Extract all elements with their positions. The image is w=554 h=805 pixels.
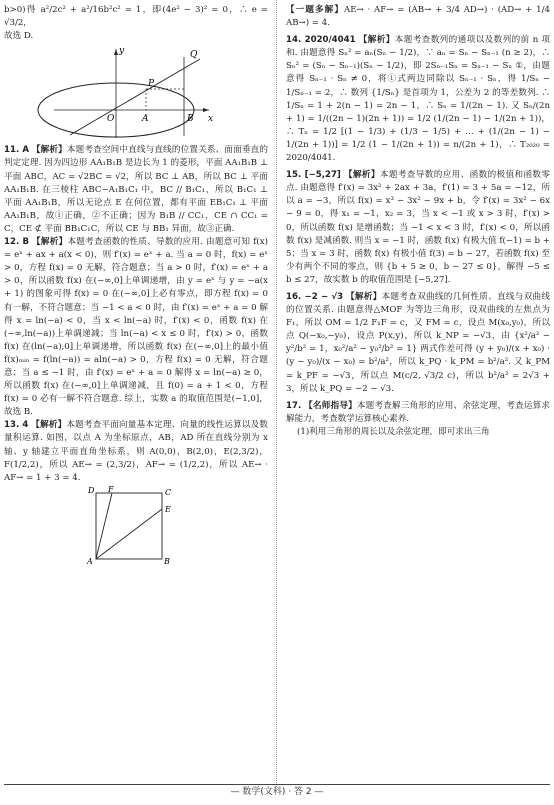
footer-rule	[4, 784, 550, 785]
label-e: E	[165, 504, 171, 514]
q13-text: 本题考查平面向量基本定理、向量的线性运算以及数量积运算. 如图，以点 A 为坐标原点，AB，AD 所在直线分别为 x 轴、y 轴建立平面直角坐标系，则 A(0,0)，B(2,0)，E(2,3/2)，F(1/2,2)，所以 AE→ = (2,3/2)，AF→ = (1/2,2)，所以 AE→ · AF→ = 1 + 3 = 4.	[4, 420, 268, 483]
q17-text: 本题考查解三角形的应用、余弦定理，考查运算求解能力，考查数学运算核心素养.	[286, 400, 550, 424]
label-q: Q	[190, 50, 198, 61]
q16-text: 本题考查双曲线的几何性质、直线与双曲线的位置关系. 由题意得△MOF 为等边三角形，设双曲线的左焦点为 F₁，所以 OM = 1/2 F₁F = c，又 FM = c，设点 M(x₀,y₀)，所以点 Q(−x₀,−y₀)，设点 P(x,y)，所以 k_NP = −√3，由 {x²/a² − y²/b² = 1，x₀²/a² − y₀²/b² = 1} 两式作差可得 (y + y₀)/(x + x₀) · (y − y₀)/(x − x₀) = b²/a²，所以 k_PQ · k_PM = b²/a². 又 k_PM = k_PF = −√3，所以点 M(c/2, √3/2 c)，所以 b²/a² = 2√3 + 3，所以 k_PQ = −2 − √3.	[286, 291, 550, 394]
q12-tag: 【解析】	[32, 237, 68, 248]
alt-tag: 【一题多解】	[286, 5, 344, 15]
alt-text: AE→ · AF→ = (AB→ + 3/4 AD→) · (AD→ + 1/4 AB→) = 4.	[286, 5, 550, 29]
q15-tag: 【解析】	[343, 170, 380, 181]
q13-alt-solution	[286, 4, 550, 30]
footer-text: — 数学(文科) · 答 2 —	[230, 787, 324, 797]
q15-number: 15. [−5,27]	[286, 170, 341, 181]
label-a2: A	[87, 556, 93, 565]
q14-tag: 【解析】	[358, 35, 395, 46]
column-divider	[276, 0, 277, 785]
label-c: C	[165, 487, 172, 497]
q11-solution	[4, 144, 268, 236]
label-d: D	[88, 485, 95, 495]
left-column	[4, 4, 268, 570]
q13-tag: 【解析】	[31, 420, 67, 431]
square-abcd	[96, 493, 162, 559]
q12-number: 12. B	[4, 237, 30, 248]
q10-tail-line2: 故选 D.	[4, 31, 34, 42]
q12-solution	[4, 236, 268, 419]
label-y: y	[119, 46, 125, 57]
y-axis-arrow	[114, 49, 118, 55]
q11-text: 本题考查空间中直线与直线的位置关系、面面垂直的判定定理. 因为四边形 AA₁B₁B 是边长为 1 的菱形，平面 AA₁B₁B ⊥ 平面 ABC，AC = √2BC = √2，所以 BC ⊥ AB，所以 BC ⊥ 平面 AA₁B₁B. 在三棱柱 ABC−A₁B₁C₁ 中，BC // B₁C₁，所以 B₁C₁ ⊥ 平面 AA₁B₁B，所以无论点 E 在何位置，都有平面 EB₁C₁ ⊥ 平面 AA₁B₁B，故①正确，②不正确；因为 B₁B // CC₁，CE ∩ CC₁ = C，CE ⊄ 平面 BB₁C₁C，所以 CE 与 BB₁ 异面，故③正确.	[4, 145, 268, 234]
label-x: x	[208, 114, 214, 125]
x-axis-arrow	[203, 108, 209, 112]
label-a: A	[142, 114, 149, 125]
q11-tag: 【解析】	[31, 145, 67, 156]
label-p: P	[148, 79, 155, 90]
q14-text: 本题考查数列的通项以及数列的前 n 项和. 由题意得 Sₙ² = aₙ(Sₙ − 1/2)，∵ aₙ = Sₙ − Sₙ₋₁ (n ≥ 2)，∴ Sₙ² = (Sₙ − Sₙ₋₁)(Sₙ − 1/2)，即 2Sₙ₋₁Sₙ = Sₙ₋₁ − Sₙ ①，由题意得 Sₙ₋₁ · Sₙ ≠ 0，将①式两边同除以 Sₙ₋₁ · Sₙ，得 1/Sₙ − 1/Sₙ₋₁ = 2，∴ 数列 {1/Sₙ} 是首项为 1，公差为 2 的等差数列. ∴ 1/Sₙ = 1 + 2(n − 1) = 2n − 1，∴ Sₙ = 1/(2n − 1). 又 Sₙ/(2n + 1) = 1/((2n − 1)(2n + 1)) = 1/2 (1/(2n − 1) − 1/(2n + 1))，∴ Tₙ = 1/2 [(1 − 1/3) + (1/3 − 1/5) + … + (1/(2n − 1) − 1/(2n + 1))] = 1/2 (1 − 1/(2n + 1)) = n/(2n + 1)，∴ T₂₀₂₀ = 2020/4041.	[286, 35, 550, 164]
q13-number: 13. 4	[4, 420, 29, 431]
q13-solution	[4, 419, 268, 484]
q17-solution	[286, 400, 550, 426]
q16-tag: 【解析】	[346, 291, 382, 302]
q17-number: 17.	[286, 400, 302, 411]
page-footer	[0, 786, 554, 799]
q15-solution	[286, 169, 550, 287]
label-f: F	[108, 484, 114, 494]
label-b2: B	[164, 556, 170, 565]
right-column	[286, 4, 550, 439]
label-b: B	[187, 114, 194, 125]
q15-text: 本题考查导数的应用、函数的极值和函数零点. 由题意得 f′(x) = 3x² + 2ax + 3a，f′(1) = 3 + 5a = −12，所以 a = −3，所以 f(x) = x³ − 3x² − 9x + b，令 f′(x) = 3x² − 6x − 9 = 0，得 x₁ = −1，x₂ = 3，当 x < −1 或 x > 3 时，f′(x) > 0，所以函数 f(x) 是增函数；当 −1 < x < 3 时，f′(x) < 0，所以函数 f(x) 是减函数. 则当 x = −1 时，函数 f(x) 有极大值 f(−1) = b + 5；当 x = 3 时，函数 f(x) 有极小值 f(3) = b − 27，若函数 f(x) 至少有两个不同的零点，则 {b + 5 ≥ 0，b − 27 ≤ 0}，解得 −5 ≤ b ≤ 27，故实数 b 的取值范围是 [−5,27].	[286, 170, 550, 285]
q14-solution	[286, 34, 550, 165]
q17-tag: 【名师指导】	[304, 400, 357, 411]
q17-part1: (1)利用三角形的周长以及余弦定理，即可求出三角	[297, 426, 490, 437]
ellipse-figure	[4, 43, 268, 139]
line-pq	[70, 59, 200, 135]
q10-tail-line1: b>0)得 a²/2c² + a²/16b²c² = 1，即(4e² − 3)² = 0，∴ e = √3/2，	[4, 5, 268, 29]
q16-number: 16. −2 − √3	[286, 291, 344, 302]
q14-number: 14. 2020/4041	[286, 35, 356, 46]
q11-number: 11. A	[4, 145, 30, 156]
q16-solution	[286, 291, 550, 396]
label-o: O	[107, 114, 115, 125]
square-figure	[4, 485, 268, 565]
q12-text: 本题考查函数的性质、导数的应用. 由题意可知 f(x) = eˣ + ax + a(x < 0)，则 f′(x) = eˣ + a. 当 a = 0 时，f(x) = eˣ > 0，方程 f(x) = 0 无解，符合题意；当 a > 0 时，f′(x) = eˣ + a > 0，所以函数 f(x) 在(−∞,0]上单调递增，由 y = eˣ 与 y = −a(x + 1) 的图象可得 f(x) = 0 在(−∞,0]上必有零点，即方程 f(x) = 0 有一解，不符合题意；当 −1 < a < 0 时，由 f′(x) = eˣ + a = 0 解得 x = ln(−a) < 0，当 x < ln(−a) 时，f′(x) < 0，函数 f(x) 在(−∞,ln(−a))上单调递减；当 ln(−a) < x ≤ 0 时，f′(x) > 0，函数 f(x) 在(ln(−a),0]上单调递增，所以函数 f(x) 在(−∞,0]上的最小值 f(x)ₘᵢₙ = f(ln(−a)) = aln(−a) > 0，方程 f(x) = 0 无解，符合题意；当 a ≤ −1 时，由 f′(x) = eˣ + a = 0 解得 x = ln(−a) ≥ 0，所以函数 f(x) 在(−∞,0]上单调递减，且 f(0) = a + 1 < 0，方程 f(x) = 0 必有一解不符合题意. 综上，实数 a 的取值范围是(−1,0]，故选 B.	[4, 237, 268, 418]
